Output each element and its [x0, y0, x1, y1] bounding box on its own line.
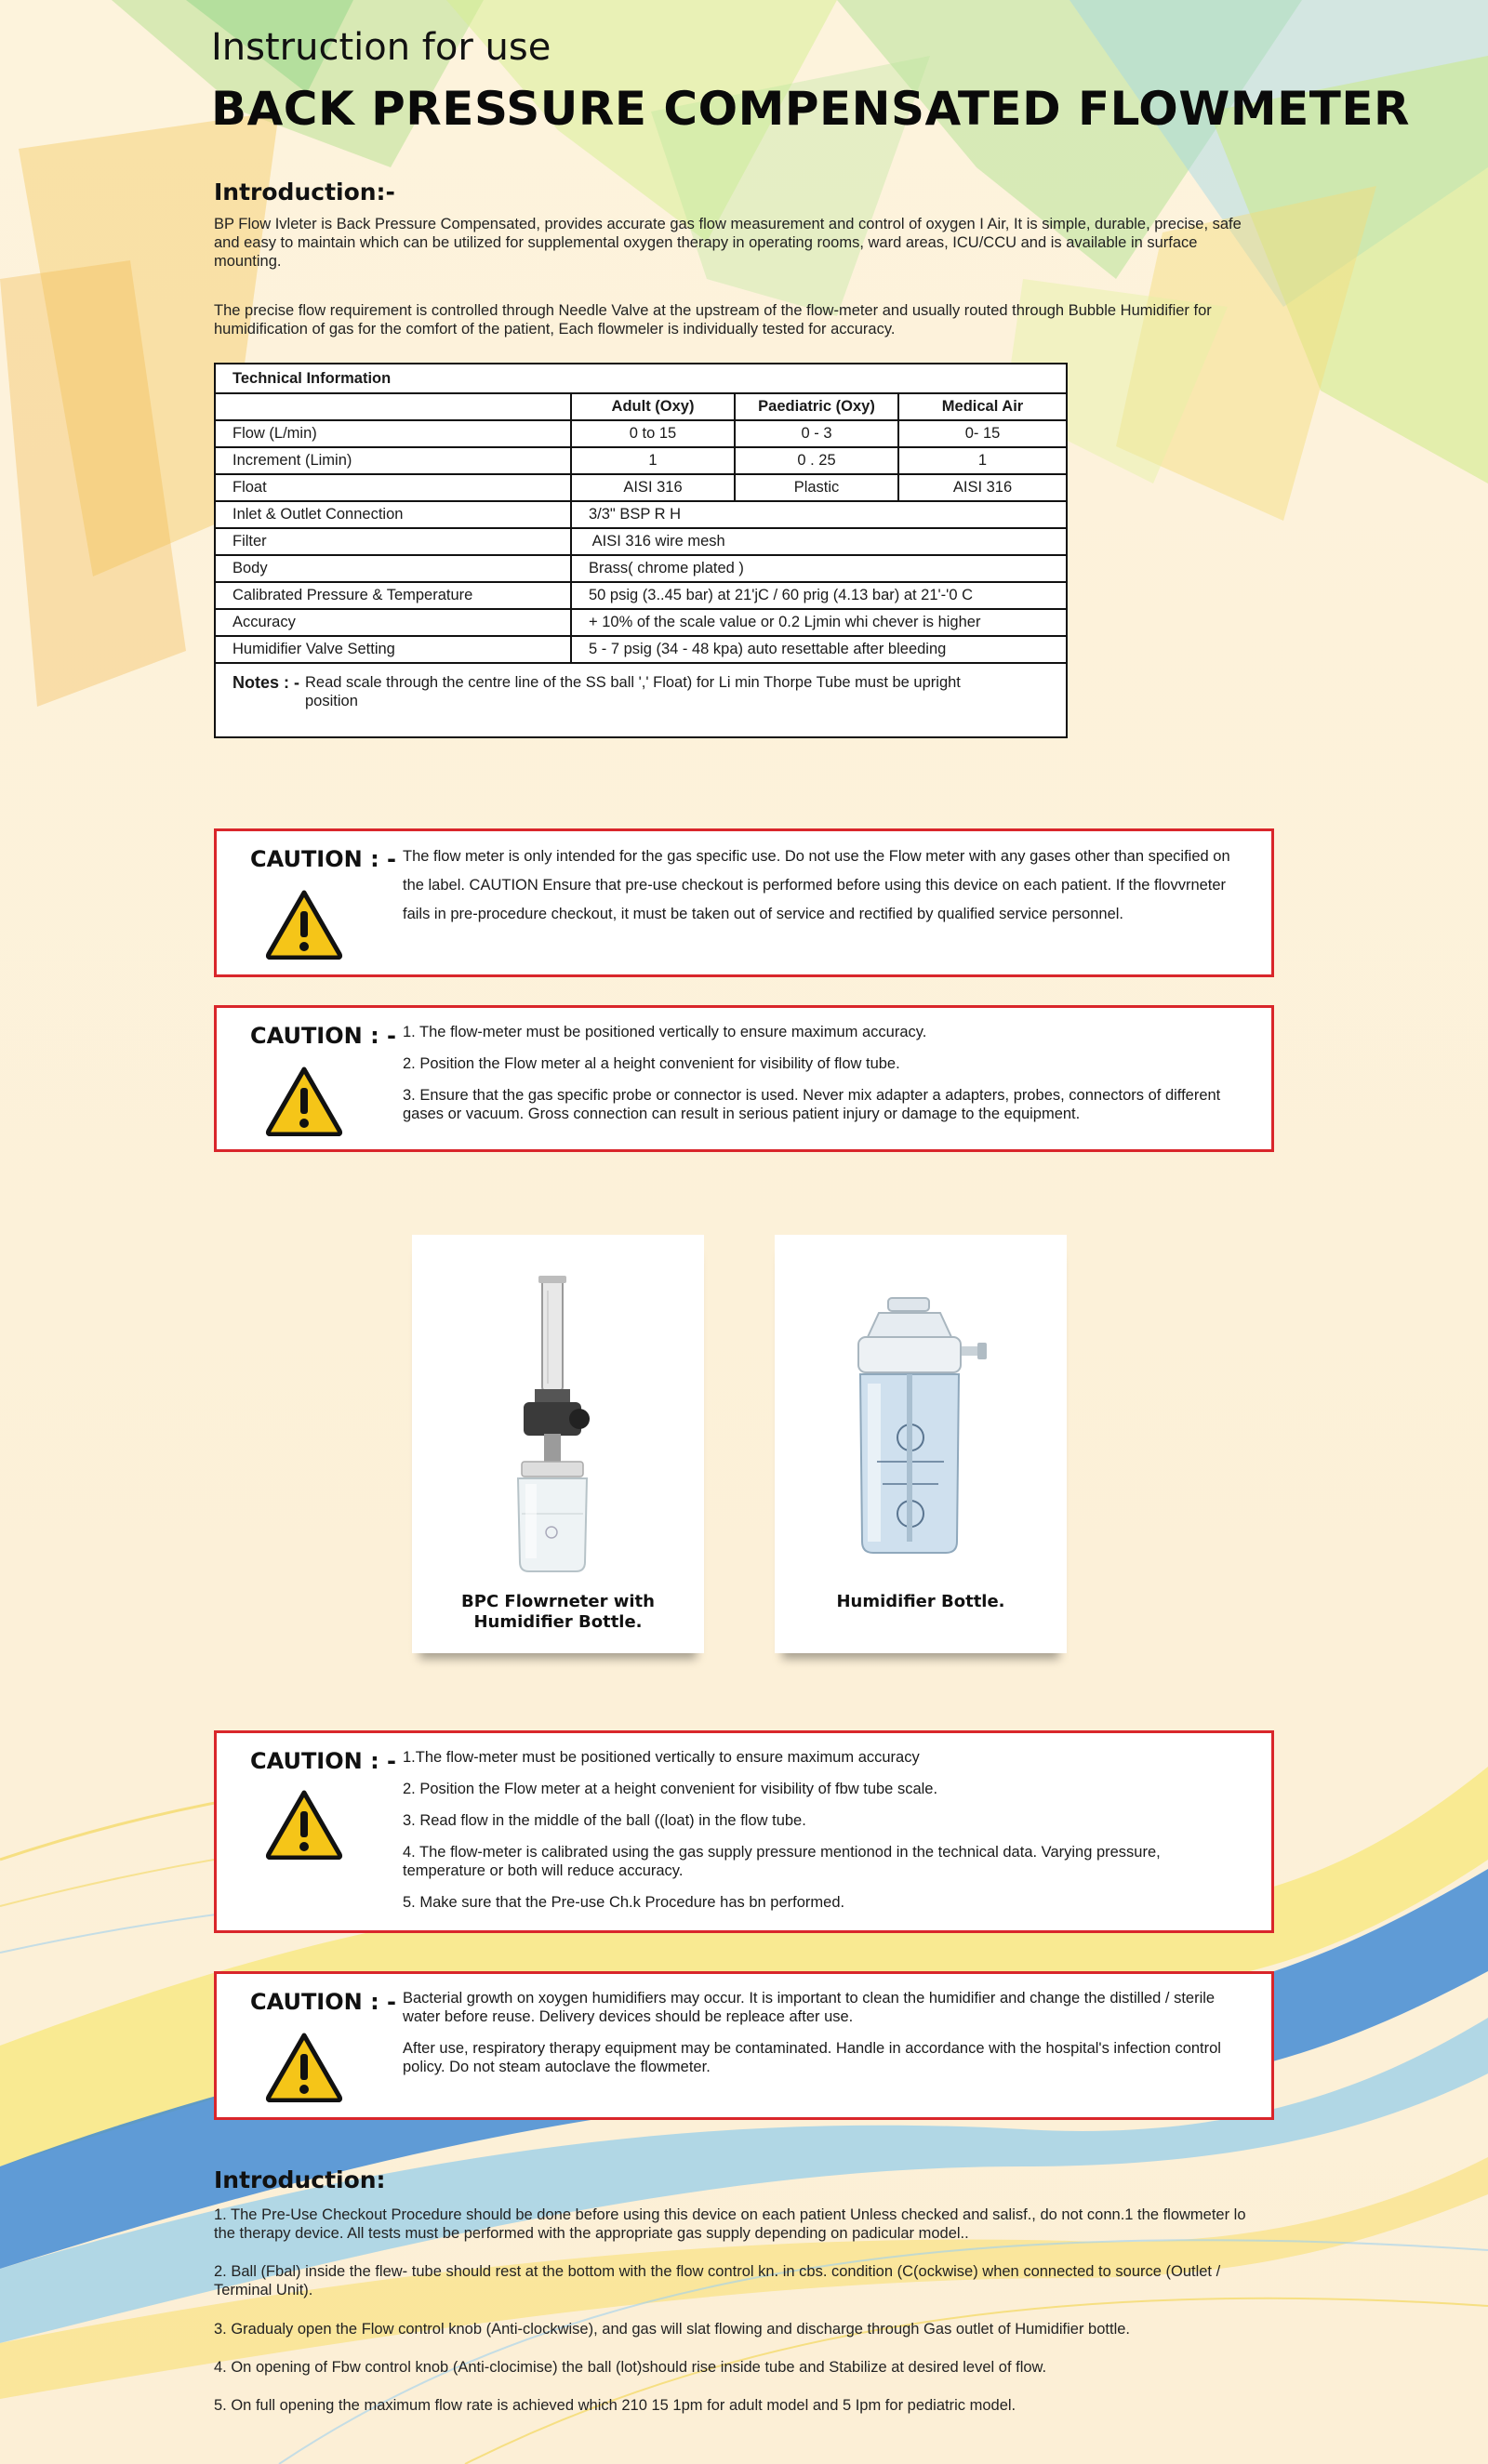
row-label: Calibrated Pressure & Temperature	[216, 582, 571, 609]
row-label: Flow (L/min)	[216, 420, 571, 447]
notes-text: Read scale through the centre line of the SS ball ',' Float) for Li min Thorpe Tube must be upright position	[305, 674, 961, 709]
row-label: Float	[216, 474, 571, 501]
introduction-paragraph-2: The precise flow requirement is controlled through Needle Valve at the upstream of the flow-meter and usually routed through Bubble Humidifier for humidification of gas for the comfort of the patient, Each flowmeler is individually tested for accuracy.	[214, 302, 1212, 338]
table-cell: 0 - 3	[735, 420, 898, 447]
table-cell: 50 psig (3..45 bar) at 21'jC / 60 prig (4.13 bar) at 21'-'0 C	[571, 582, 1066, 609]
caution-line: Bacterial growth on xoygen humidifiers may occur. It is important to clean the humidifier and change the distilled / sterile water before reuse. Delivery devices should be repleace after use.	[403, 1990, 1216, 2025]
flowmeter-with-humidifier-image	[412, 1235, 704, 1588]
introduction-heading: Introduction:-	[214, 179, 395, 205]
table-cell: AISI 316	[571, 474, 735, 501]
table-cell: Plastic	[735, 474, 898, 501]
caution-label: CAUTION : -	[250, 846, 396, 872]
table-row	[216, 447, 1066, 474]
introduction-item: 3. Gradualy open the Flow control knob (Anti-clockwise), and gas will slat flowing and discharge through Gas outlet of Humidifier bottle.	[214, 2321, 1130, 2338]
caution-label: CAUTION : -	[250, 1023, 396, 1049]
introduction-paragraph-1: BP Flow Ivleter is Back Pressure Compensated, provides accurate gas flow measurement and control of oxygen I Air, It is simple, durable, precise, safe and easy to maintain which can be utilized for supplemental oxygen therapy in operating rooms, ward areas, ICU/CCU and is available in surface mounting.	[214, 216, 1242, 270]
table-cell: 1	[571, 447, 735, 474]
table-notes	[216, 664, 1066, 736]
row-label: Filter	[216, 528, 571, 555]
introduction-2-heading: Introduction:	[214, 2166, 386, 2193]
row-label: Inlet & Outlet Connection	[216, 501, 571, 528]
caution-text	[403, 1748, 1245, 1925]
caution-line: The flow meter is only intended for the gas specific use. Do not use the Flow meter with any gases other than specified on the label. CAUTION Ensure that pre-use checkout is performed before using this device on each patient. If the flovvrneter fails in pre-procedure checkout, it must be taken out of service and rectified by qualified service personnel.	[403, 848, 1230, 922]
column-header: Medical Air	[898, 393, 1066, 420]
table-cell: 0 . 25	[735, 447, 898, 474]
caution-line: 1. The flow-meter must be positioned vertically to ensure maximum accuracy.	[403, 1024, 927, 1040]
table-cell: 3/3" BSP R H	[571, 501, 1066, 528]
table-cell: 0- 15	[898, 420, 1066, 447]
table-row	[216, 582, 1066, 609]
column-header: Adult (Oxy)	[571, 393, 735, 420]
caution-line: 5. Make sure that the Pre-use Ch.k Procedure has bn performed.	[403, 1894, 845, 1911]
page-title: BACK PRESSURE COMPENSATED FLOWMETER	[211, 82, 1411, 136]
introduction-item: 2. Ball (Fbal) inside the flew- tube should rest at the bottom with the flow control kn. in cbs. condition (C(ockwise) when connected to source (Outlet / Terminal Unit).	[214, 2263, 1221, 2298]
caution-text	[403, 1023, 1245, 1136]
introduction-item: 5. On full opening the maximum flow rate is achieved which 210 15 1pm for adult model and 5 Ipm for pediatric model.	[214, 2397, 1016, 2414]
row-label: Humidifier Valve Setting	[216, 636, 571, 663]
caution-line: 1.The flow-meter must be positioned vertically to ensure maximum accuracy	[403, 1749, 920, 1766]
column-header: Paediatric (Oxy)	[735, 393, 898, 420]
row-label: Accuracy	[216, 609, 571, 636]
table-row	[216, 420, 1066, 447]
technical-information-table	[214, 363, 1068, 738]
introduction-item: 1. The Pre-Use Checkout Procedure should be done before using this device on each patient Unless checked and salisf., do not conn.1 the flowmeter lo the therapy device. All tests must be performed with the appropriate gas supply depending on padicular model..	[214, 2206, 1246, 2242]
table-row	[216, 636, 1066, 663]
caution-text	[403, 842, 1245, 929]
caution-label: CAUTION : -	[250, 1989, 396, 2015]
caution-box-1	[214, 828, 1274, 977]
caution-text	[403, 1989, 1245, 2089]
table-cell: Brass( chrome plated )	[571, 555, 1066, 582]
product-card-humidifier	[775, 1235, 1067, 1653]
caution-label: CAUTION : -	[250, 1748, 396, 1774]
page-subtitle: Instruction for use	[211, 26, 551, 69]
table-row	[216, 528, 1066, 555]
caution-line: 4. The flow-meter is calibrated using the gas supply pressure mentionod in the technical data. Varying pressure, temperature or both will reduce accuracy.	[403, 1844, 1161, 1879]
warning-triangle-icon	[265, 2032, 343, 2102]
warning-triangle-icon	[265, 1789, 343, 1860]
caution-line: 3. Read flow in the middle of the ball ((loat) in the flow tube.	[403, 1812, 806, 1829]
caution-box-4	[214, 1971, 1274, 2120]
product-caption: Humidifier Bottle.	[836, 1592, 1005, 1611]
table-cell: 1	[898, 447, 1066, 474]
introduction-item: 4. On opening of Fbw control knob (Anti-clocimise) the ball (lot)should rise inside tube and Stabilize at desired level of flow.	[214, 2359, 1047, 2376]
warning-triangle-icon	[265, 889, 343, 960]
table-row	[216, 555, 1066, 582]
caution-box-3	[214, 1730, 1274, 1933]
notes-label: Notes : -	[232, 673, 299, 692]
table-cell: AISI 316 wire mesh	[571, 528, 1066, 555]
table-row	[216, 474, 1066, 501]
table-title: Technical Information	[216, 364, 1066, 393]
table-cell: + 10% of the scale value or 0.2 Ljmin whi chever is higher	[571, 609, 1066, 636]
caution-box-2	[214, 1005, 1274, 1152]
caution-line: After use, respiratory therapy equipment may be contaminated. Handle in accordance with the hospital's infection control policy. Do not steam autoclave the flowmeter.	[403, 2040, 1221, 2075]
humidifier-bottle-image	[775, 1235, 1067, 1588]
warning-triangle-icon	[265, 1066, 343, 1136]
table-cell: AISI 316	[898, 474, 1066, 501]
caution-line: 2. Position the Flow meter al a height convenient for visibility of flow tube.	[403, 1055, 900, 1072]
product-card-flowmeter	[412, 1235, 704, 1653]
caution-line: 3. Ensure that the gas specific probe or connector is used. Never mix adapter a adapters, probes, connectors of different gases or vacuum. Gross connection can result in serious patient injury or damage to the equipment.	[403, 1087, 1221, 1122]
table-cell: 5 - 7 psig (34 - 48 kpa) auto resettable after bleeding	[571, 636, 1066, 663]
table-header-blank	[216, 393, 571, 420]
product-caption: BPC Flowrneter with Humidifier Bottle.	[461, 1592, 655, 1632]
table-row	[216, 501, 1066, 528]
row-label: Increment (Limin)	[216, 447, 571, 474]
row-label: Body	[216, 555, 571, 582]
table-cell: 0 to 15	[571, 420, 735, 447]
table-row	[216, 609, 1066, 636]
caution-line: 2. Position the Flow meter at a height convenient for visibility of fbw tube scale.	[403, 1781, 938, 1797]
